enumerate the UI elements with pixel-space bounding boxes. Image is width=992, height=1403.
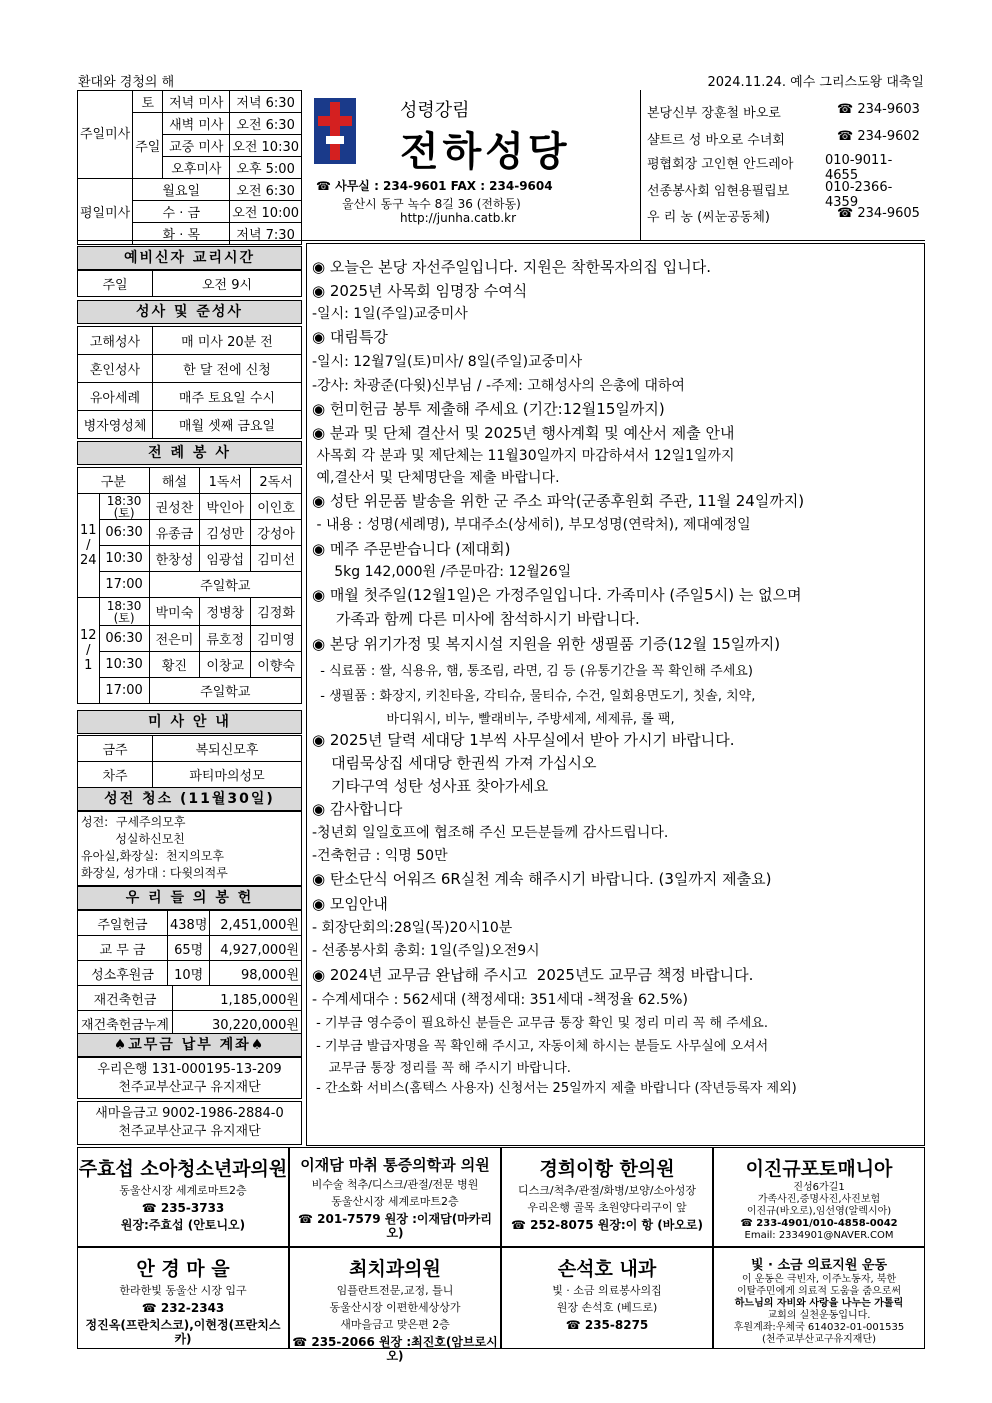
server: 이창교 [200,652,251,678]
server: 유종금 [149,520,200,546]
server: 임광섭 [200,546,251,572]
week-date: 11 / 24 [78,494,100,598]
ad-line: 정진옥(프란치스코),이현정(프란치스카) [85,1318,281,1346]
rebuild-table [77,985,302,1036]
ad-line: 우리은행 골목 초원양다리구이 앞 [527,1201,687,1214]
notice-line: ◉ 2025년 사목회 임명장 수여식 [312,282,528,300]
sacrament-info: 매월 셋째 금요일 [153,411,302,439]
ad-line: (천주교부산교구유지재단) [761,1334,877,1345]
weekday-time: 오전 10:00 [230,201,302,223]
notice-line: 대림묵상집 세대당 한권씩 가져 가십시오 [312,754,597,772]
guide-name: 복되신모후 [153,736,302,762]
ad-line: ☎ 233-4901/010-4858-0042 [740,1218,898,1229]
mass-times-table [77,90,302,245]
ad-line: ☎ 232-2343 [141,1301,225,1315]
account-title: ♠교무금 납부 계좌♠ [77,1033,302,1057]
ad-title: 안 경 마 을 [136,1258,230,1280]
server: 박미숙 [149,598,200,626]
ad-line: ☎ 235-3733 [141,1201,225,1215]
sacraments-table [77,326,302,439]
ad-line: 디스크/척추/관절/화병/보양/소아성장 [518,1184,696,1197]
mass-name: 저녁 미사 [163,91,230,113]
offering-table [77,910,302,986]
notice-line: ◉ 분과 및 단체 결산서 및 2025년 행사계획 및 예산서 제출 안내 [312,424,735,442]
weekday-mass-label: 평일미사 [78,179,133,245]
sacrament-name: 고해성사 [78,327,153,355]
server: 이향숙 [251,652,302,678]
cleaning-line: 유아실,화장실: 천지의모후 [81,849,224,863]
weekday-day: 월요일 [133,179,230,201]
service-time: 17:00 [99,572,149,598]
notice-line: - 간소화 서비스(홈텍스 사용자) 신청서는 25일까지 제출 바랍니다 (작년등록자 제외) [312,1081,797,1096]
notice-line: ◉ 모임안내 [312,895,388,913]
catechumen-title: 예비신자 교리시간 [77,246,302,270]
sacrament-name: 병자영성체 [78,411,153,439]
server: 박인아 [200,494,251,520]
offering-amount: 4,927,000원 [210,936,302,961]
notice-line: - 기부금 발급자명을 꼭 확인해 주시고, 자동이체 하시는 분들도 사무실에 오셔서 [312,1039,769,1054]
sacrament-name: 유아세례 [78,383,153,411]
ad-line: 새마을금고 맞은편 2층 [340,1318,450,1331]
ad-box [713,1247,925,1349]
sacrament-name: 혼인성사 [78,355,153,383]
offering-name: 교 무 금 [78,936,168,961]
server: 김미영 [251,626,302,652]
notice-line: 사목회 각 분과 및 제단체는 11월30일까지 마감하셔서 12일1일까지 [312,448,735,464]
server: 정병창 [200,598,251,626]
offering-name: 성소후원금 [78,961,168,986]
notice-line: ◉ 2024년 교무금 완납해 주시고 2025년도 교무금 책정 바랍니다. [312,966,754,984]
ad-line: 동울산시장 세계로마트2층 [331,1195,459,1208]
account-holder: 천주교부산교구 유지재단 [118,1080,261,1095]
weekday-time: 저녁 7:30 [230,223,302,245]
service-time: 06:30 [99,626,149,652]
contact-phone: 010-9011-4655 [825,153,893,183]
ad-box [501,1147,713,1247]
notice-line: 기타구역 성탄 성사표 찾아가세요 [312,777,549,795]
notice-line: ◉ 메주 주문받습니다 (제대회) [312,540,511,558]
server: 김성만 [200,520,251,546]
ad-line: 빛 · 소금 의료봉사의집 [552,1284,662,1297]
weekday-time: 오전 6:30 [230,179,302,201]
account-holder: 천주교부산교구 유지재단 [118,1124,261,1139]
offering-count: 10명 [168,961,210,986]
contact-name: 선종봉사회 임현용필립보 [647,184,790,199]
rebuild-amount: 30,220,000원 [173,1011,302,1036]
mass-name: 교중 미사 [163,135,230,157]
service-time: 18:30 (토) [99,494,149,520]
sacrament-info: 매주 토요일 수시 [153,383,302,411]
ad-line: 이진규(바오로),임선영(알렉시아) [746,1206,892,1217]
contact-phone: 010-2366-4359 [825,180,893,210]
weekday-day: 화 · 목 [133,223,230,245]
ad-line: 하느님의 자비와 사랑을 나누는 가톨릭 [734,1298,904,1309]
ad-line: 임플란트전문,교정, 틀니 [336,1284,454,1297]
saturday-label: 토 [133,91,163,113]
account-woori [77,1057,302,1099]
ad-line: Email: 2334901@NAVER.COM [744,1230,894,1241]
notice-line: 5kg 142,000원 /주문마감: 12월26일 [312,564,572,580]
ad-box [289,1247,501,1363]
liturgy-col: 2독서 [251,468,302,494]
ad-title: 이재담 마취 통증의학과 의원 [300,1156,490,1174]
contact-name: 우 리 농 (씨눈공동체) [647,210,771,225]
notice-line: ◉ 감사합니다 [312,800,403,818]
ad-line: 가족사진,증명사진,사진보험 [757,1194,881,1205]
liturgy-col: 해설 [149,468,200,494]
notice-line: -강사: 차광준(다윗)신부님 / -주제: 고해성사의 은총에 대하여 [312,378,685,394]
sunday-mass-label: 주일미사 [78,91,133,179]
guide-name: 파티마의성모 [153,762,302,788]
ad-title: 주효섭 소아청소년과의원 [78,1158,288,1180]
server: 권성찬 [149,494,200,520]
ad-line: 동울산시장 이편한세상상가 [329,1301,461,1314]
ad-box [77,1247,289,1349]
mass-guide-table [77,735,302,788]
service-time: 17:00 [99,678,149,704]
cleaning-line: 성실하신모친 [81,832,185,846]
catechumen-value: 오전 9시 [153,271,302,297]
rebuild-name: 재건축헌금누계 [78,1011,173,1036]
ad-title: 이진규포토매니아 [745,1158,893,1180]
notice-line: ◉ 오늘은 본당 자선주일입니다. 지원은 착한목자의집 입니다. [312,258,711,276]
notice-line: ◉ 성탄 위문품 발송을 위한 군 주소 파악(군종후원회 주관, 11월 24일까지) [312,492,805,510]
server: 황진 [149,652,200,678]
server: 류호정 [200,626,251,652]
notice-line: -일시: 1일(주일)교중미사 [312,306,468,322]
server: 이인호 [251,494,302,520]
ad-line: ☎ 201-7579 원장 :이재담(마카리오) [298,1212,492,1240]
ad-box [289,1147,501,1247]
office-address: 울산시 동구 녹수 8길 36 (전하동) [342,197,521,211]
server: 한창성 [149,546,200,572]
ad-line: ☎ 235-2066 원장 :최진호(암브로시오) [292,1335,498,1363]
sunday-label: 주일 [133,113,163,179]
ad-line: 교회의 실천운동입니다. [767,1310,871,1321]
notice-line: ◉ 대림특강 [312,328,388,346]
church-logo [312,96,358,166]
ad-line: 진성6가길1 [793,1182,845,1193]
notice-line: 예,결산서 및 단체명단을 제출 바랍니다. [312,470,560,486]
notice-line: ◉ 본당 위기가정 및 복지시설 지원을 위한 생필품 기증(12월 15일까지) [312,635,781,653]
ad-line: 후원계좌:우체국 614032-01-001535 [733,1322,905,1333]
service-time: 10:30 [99,652,149,678]
contact-phone: ☎ 234-9603 [837,102,920,117]
mass-time: 오전 6:30 [230,113,302,135]
sacrament-info: 매 미사 20분 전 [153,327,302,355]
mass-guide-title: 미 사 안 내 [77,710,302,734]
server: 강성아 [251,520,302,546]
rebuild-name: 재건축헌금 [78,986,173,1011]
ad-box [77,1147,289,1247]
logo-subtitle: 성령강림 [400,100,470,121]
ad-line: ☎ 252-8075 원장:이 항 (바오로) [511,1218,703,1232]
notice-line: 가족과 함께 다른 미사에 참석하시기 바랍니다. [312,610,640,628]
liturgy-table [77,467,302,704]
ad-line: ☎ 235-8275 [565,1318,649,1332]
service-time: 18:30 (토) [99,598,149,626]
offering-amount: 98,000원 [210,961,302,986]
cross-icon [312,96,358,166]
week-date: 12 / 1 [78,598,100,704]
offering-count: 438명 [168,911,210,936]
ad-box [501,1247,713,1349]
mass-name: 새벽 미사 [163,113,230,135]
notice-line: -청년회 일일호프에 협조해 주신 모든분들께 감사드립니다. [312,825,669,841]
service-time: 06:30 [99,520,149,546]
mass-time: 저녁 6:30 [230,91,302,113]
ad-title: 경희이항 한의원 [539,1158,675,1180]
mass-time: 오전 10:30 [230,135,302,157]
offering-amount: 2,451,000원 [210,911,302,936]
notice-line: - 수계세대수 : 562세대 (책정세대: 351세대 -책정율 62.5%) [312,992,688,1008]
notice-line: - 생필품 : 화장지, 키친타올, 각티슈, 물티슈, 수건, 일회용면도기, 칫솔, 치약, [312,689,756,704]
church-name: 전하성당 [400,128,571,175]
ad-line: 이탈주민에게 의료적 도움을 줌으로써 [736,1286,902,1297]
contact-phone: ☎ 234-9602 [837,129,920,144]
ad-line: 한라한빛 동울산 시장 입구 [119,1284,247,1297]
liturgy-col: 구분 [78,468,150,494]
account-saemaeul [77,1101,302,1145]
server: 주일학교 [149,678,301,704]
liturgy-col: 1독서 [200,468,251,494]
header-theme: 환대와 경청의 해 [78,75,175,90]
notice-line: ◉ 헌미헌금 봉투 제출해 주세요 (기간:12월15일까지) [312,400,665,418]
cleaning-line: 성전: 구세주의모후 [81,815,186,829]
cleaning-title: 성전 청소 (11월30일) [77,787,302,811]
notice-line: -건축헌금 : 익명 50만 [312,848,448,864]
notice-line: - 선종봉사회 총회: 1일(주일)오전9시 [312,943,540,959]
server: 김미선 [251,546,302,572]
service-time: 10:30 [99,546,149,572]
cleaning-box [77,811,302,886]
account-number: 새마을금고 9002-1986-2884-0 [95,1106,284,1121]
server: 김정화 [251,598,302,626]
offering-count: 65명 [168,936,210,961]
notice-line: ◉ 매월 첫주일(12월1일)은 가정주일입니다. 가족미사 (주일5시) 는 없으며 [312,586,802,604]
contact-name: 본당신부 장훈철 바오로 [647,106,781,121]
notice-line: - 내용 : 성명(세례명), 부대주소(상세히), 부모성명(연락처), 제대예정일 [312,517,751,533]
notice-line: -일시: 12월7일(토)미사/ 8일(주일)교중미사 [312,354,583,370]
notice-line: - 식료품 : 쌀, 식용유, 햄, 통조림, 라면, 김 등 (유통기간을 꼭 확인해 주세요) [312,664,753,679]
ad-line: 원장 손석호 (베드로) [556,1301,658,1314]
notice-line: ◉ 탄소단식 어워즈 6R실천 계속 해주시기 바랍니다. (3일까지 제출요) [312,870,772,888]
office-phone: ☎ 사무실 : 234-9601 FAX : 234-9604 [316,179,553,193]
weekday-day: 수 · 금 [133,201,230,223]
contact-phone: ☎ 234-9605 [837,206,920,221]
guide-week: 차주 [78,762,153,788]
offering-title: 우 리 들 의 봉 헌 [77,886,302,910]
sacrament-info: 한 달 전에 신청 [153,355,302,383]
contacts-panel [640,90,925,240]
header-date: 2024.11.24. 예수 그리스도왕 대축일 [707,75,924,90]
ad-title: 손석호 내과 [557,1258,657,1280]
ad-title: 빛 · 소금 의료지원 운동 [750,1258,888,1273]
offering-name: 주일헌금 [78,911,168,936]
ad-title: 최치과의원 [349,1258,441,1280]
notice-line: 교무금 통장 정리를 꼭 해 주시기 바랍니다. [312,1061,571,1076]
server: 전은미 [149,626,200,652]
mass-name: 오후미사 [163,157,230,179]
notice-line: - 기부금 영수증이 필요하신 분들은 교무금 통장 확인 및 정리 미리 꼭 해 주세요. [312,1016,768,1031]
guide-week: 금주 [78,736,153,762]
notice-line: 바디워시, 비누, 빨래비누, 주방세제, 세제류, 롤 팩, [312,712,675,727]
liturgy-title: 전 례 봉 사 [77,441,302,465]
mass-time: 오후 5:00 [230,157,302,179]
catechumen-label: 주일 [78,271,153,297]
ad-line: 비수술 척추/디스크/관절/전문 병원 [311,1178,479,1191]
cleaning-line: 화장실, 성가대 : 다윗의적루 [81,866,228,880]
ad-line: 동울산시장 세계로마트2층 [119,1184,247,1197]
sacraments-title: 성사 및 준성사 [77,300,302,324]
ad-line: 원장:주효섭 (안토니오) [120,1218,246,1232]
rebuild-amount: 1,185,000원 [173,986,302,1011]
account-number: 우리은행 131-000195-13-209 [97,1062,282,1077]
contact-name: 평협회장 고인현 안드레아 [647,157,794,172]
ad-box [713,1147,925,1247]
contact-name: 샬트르 성 바오로 수녀회 [647,133,785,148]
office-url[interactable]: http://junha.catb.kr [400,211,517,225]
ad-line: 이 운동은 극빈자, 이주노동자, 북한 [741,1274,897,1285]
notice-line: - 회장단회의:28일(목)20시10분 [312,920,513,936]
server: 주일학교 [149,572,301,598]
notice-line: ◉ 2025년 달력 세대당 1부씩 사무실에서 받아 가시기 바랍니다. [312,731,735,749]
